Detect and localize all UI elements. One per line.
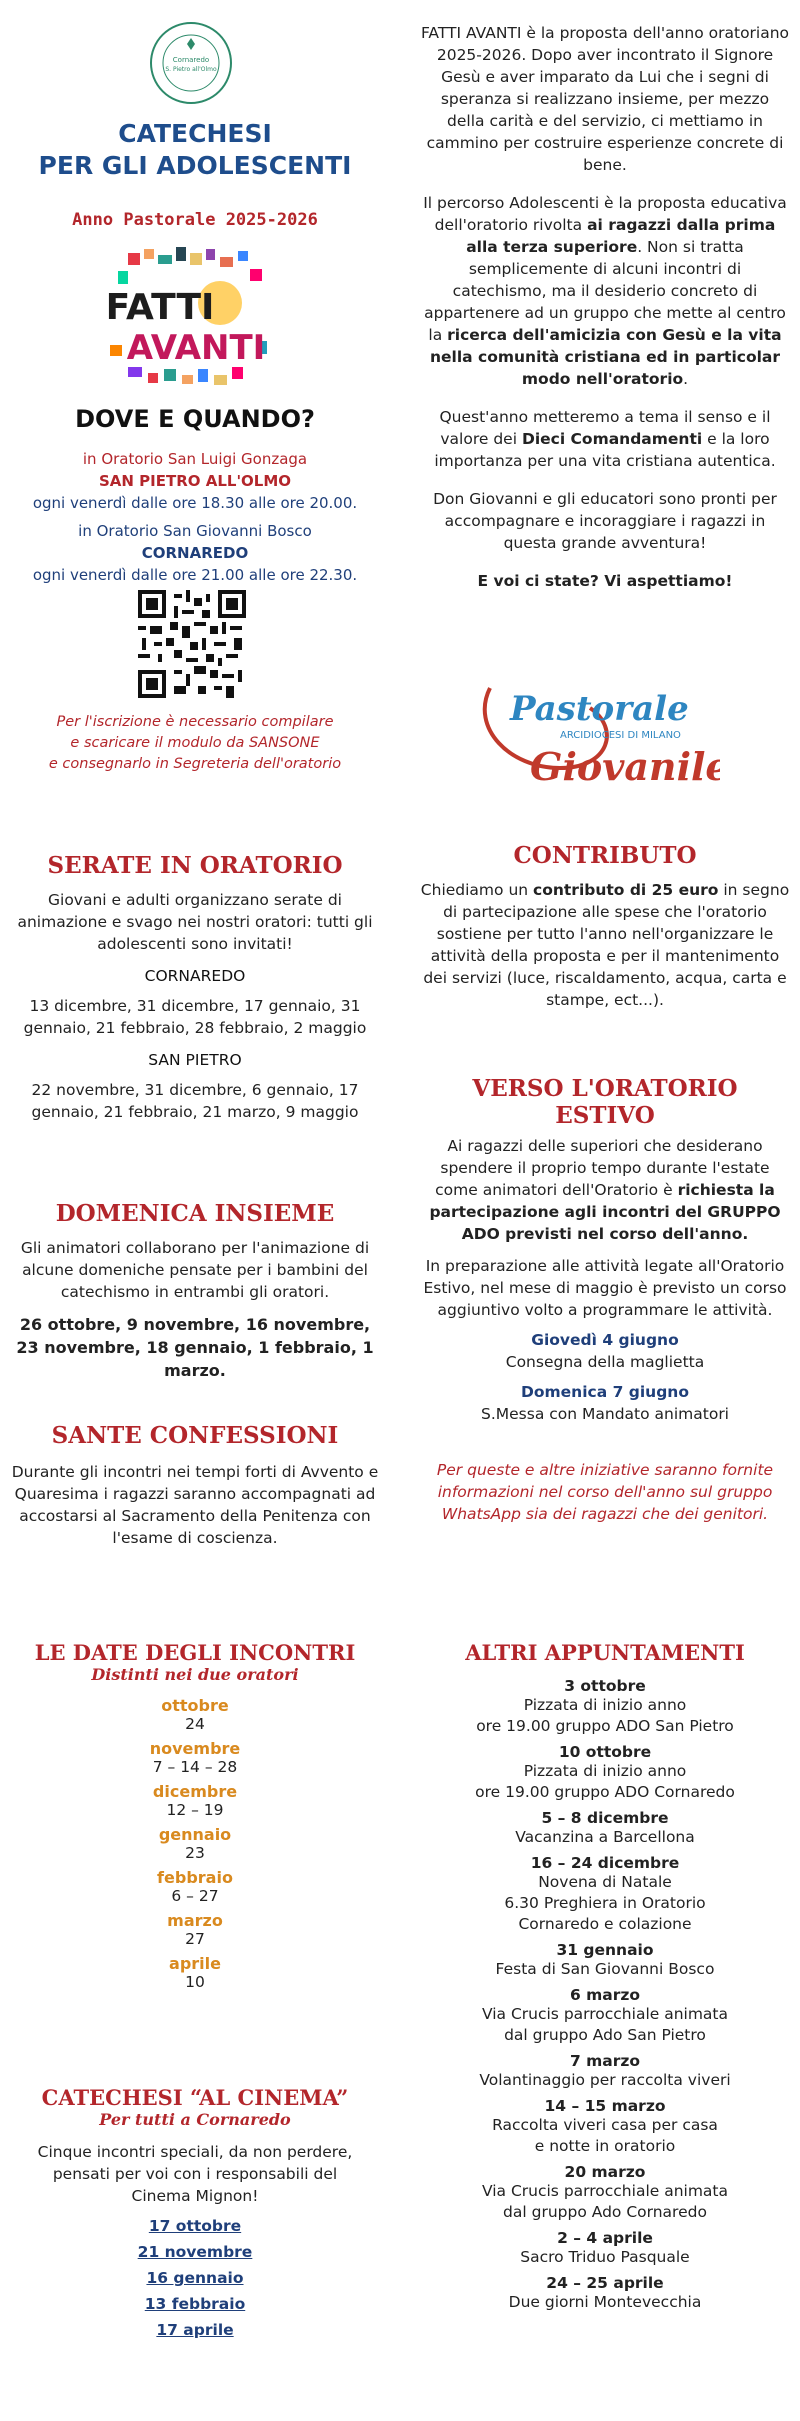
month-days: 12 – 19 [166, 1801, 224, 1819]
appuntamento-desc: Via Crucis parrocchiale animata dal gruppo Ado San Pietro [481, 2005, 729, 2044]
estivo-paragraph-1 [420, 1135, 790, 1245]
title-line-1: CATECHESI [118, 119, 272, 148]
estivo-whatsapp-note: Per queste e altre iniziative saranno fornite informazioni nel corso dell'anno sul gruppo WhatsApp sia dei ragazzi che dei genitori. [436, 1461, 774, 1523]
appuntamento-desc: Festa di San Giovanni Bosco [495, 1960, 715, 1978]
svg-text:Cornaredo: Cornaredo [172, 56, 210, 64]
iscrizione-note [0, 712, 390, 775]
intro-paragraph-2 [420, 192, 790, 390]
month-days: 10 [185, 1973, 205, 1991]
estivo-p1-b: richiesta la partecipazione agli incontri del GRUPPO ADO previsti nel corso dell'anno. [429, 1181, 781, 1243]
cinema-dates-list [10, 2217, 380, 2339]
appuntamento-desc: Volantinaggio per raccolta viveri [479, 2071, 731, 2089]
pastorale-giovanile-logo [470, 668, 720, 798]
serate-dates-cornaredo: 13 dicembre, 31 dicembre, 17 gennaio, 31 gennaio, 21 febbraio, 28 febbraio, 2 maggio [23, 997, 367, 1037]
appuntamento-date: 10 ottobre [558, 1743, 652, 1761]
appuntamento-desc: Pizzata di inizio anno ore 19.00 gruppo ADO San Pietro [476, 1696, 734, 1735]
domenica-dates: 26 ottobre, 9 novembre, 16 novembre, 23 novembre, 18 gennaio, 1 febbraio, 1 marzo. [16, 1315, 374, 1380]
date-incontri-subtitle: Distinti nei due oratori [91, 1665, 299, 1684]
loc1-name: SAN PIETRO ALL'OLMO [98, 472, 292, 490]
pg-logo-word1: Pastorale [510, 689, 689, 729]
contributo-text [420, 879, 790, 1011]
loc2-intro: in Oratorio San Giovanni Bosco [78, 522, 312, 540]
intro-p3-c: e la loro importanza per una vita cristiana autentica. [434, 430, 776, 470]
cinema-date-link[interactable]: 16 gennaio [146, 2269, 244, 2287]
intro-paragraph-1: FATTI AVANTI è la proposta dell'anno oratoriano 2025-2026. Dopo aver incontrato il Signore Gesù e aver imparato da Lui che i segni di speranza si realizzano insieme, per mezzo della carità e del servizio, ci mettiamo in cammino per costruire esperienze concrete di bene. [420, 24, 790, 174]
domenica-text: Gli animatori collaborano per l'animazione di alcune domeniche pensate per i bambini del catechismo in entrambi gli oratori. [20, 1239, 370, 1301]
estivo-section [420, 1075, 790, 1525]
cinema-title: CATECHESI “AL CINEMA” [41, 2085, 349, 2110]
month-name: novembre [149, 1739, 241, 1758]
appuntamento-desc: Via Crucis parrocchiale animata dal gruppo Ado Cornaredo [481, 2182, 729, 2221]
month-name: dicembre [152, 1782, 238, 1801]
domenica-section [10, 1200, 380, 1382]
serate-dates-sanpietro: 22 novembre, 31 dicembre, 6 gennaio, 17 gennaio, 21 febbraio, 21 marzo, 9 maggio [31, 1081, 359, 1121]
month-days: 23 [185, 1844, 205, 1862]
appuntamento-desc: Sacro Triduo Pasquale [520, 2248, 690, 2266]
cinema-text: Cinque incontri speciali, da non perdere, pensati per voi con i responsabili del Cinema Mignon! [37, 2143, 353, 2205]
page-title [0, 118, 390, 182]
appuntamento-date: 24 – 25 aprile [546, 2274, 664, 2292]
loc2-time: ogni venerdì dalle ore 21.00 alle ore 22.30. [32, 566, 358, 584]
iscrizione-line-2: e scaricare il modulo da SANSONE [70, 735, 320, 751]
estivo-date-1: Giovedì 4 giugno [531, 1331, 679, 1349]
intro-p3-b: Dieci Comandamenti [521, 430, 703, 448]
month-name: marzo [167, 1911, 223, 1930]
pg-logo-word2: Giovanile [530, 744, 720, 789]
estivo-title: VERSO L'ORATORIO ESTIVO [472, 1075, 738, 1129]
appuntamenti-list [420, 1677, 790, 2313]
month-name: aprile [169, 1954, 221, 1973]
fatti-avanti-logo [98, 245, 288, 395]
estivo-paragraph-2: In preparazione alle attività legate all'Oratorio Estivo, nel mese di maggio è previsto un corso aggiuntivo volto a programmare le attività. [423, 1257, 787, 1319]
estivo-p1-a: Ai ragazzi delle superiori che desiderano spendere il proprio tempo durante l'estate come animatori dell'Oratorio è [435, 1137, 770, 1199]
appuntamento-desc: Due giorni Montevecchia [508, 2293, 702, 2311]
cinema-subtitle: Per tutti a Cornaredo [99, 2110, 291, 2129]
cinema-section [10, 2085, 380, 2347]
confessioni-text: Durante gli incontri nei tempi forti di Avvento e Quaresima i ragazzi saranno accompagnati ad accostarsi al Sacramento della Penitenza con l'esame di coscienza. [11, 1463, 379, 1547]
appuntamento-date: 20 marzo [564, 2163, 646, 2181]
dove-quando-title: DOVE E QUANDO? [75, 405, 315, 433]
month-name: febbraio [157, 1868, 233, 1887]
contributo-title: CONTRIBUTO [513, 842, 697, 869]
appuntamento-desc: Raccolta viveri casa per casa e notte in oratorio [492, 2116, 718, 2155]
appuntamento-desc: Vacanzina a Barcellona [515, 1828, 695, 1846]
intro-p2-c: . Non si tratta semplicemente di alcuni incontri di catechismo, ma il desiderio concreto di appartenere ad un gruppo che mette al centro la [424, 238, 786, 344]
serate-text: Giovani e adulti organizzano serate di animazione e svago nei nostri oratori: tutti gli adolescenti sono invitati! [17, 891, 373, 953]
estivo-date-1-desc: Consegna della maglietta [505, 1353, 705, 1371]
month-days: 24 [185, 1715, 205, 1733]
cinema-date-link[interactable]: 17 ottobre [148, 2217, 242, 2235]
intro-text [420, 22, 790, 592]
fatti-logo-word2: AVANTI [126, 328, 266, 368]
contributo-section [420, 842, 790, 1011]
intro-paragraph-4: Don Giovanni e gli educatori sono pronti per accompagnare e incoraggiare i ragazzi in questa grande avventura! [433, 490, 777, 552]
appuntamento-date: 16 – 24 dicembre [530, 1854, 680, 1872]
appuntamento-date: 2 – 4 aprile [557, 2229, 653, 2247]
year-label: Anno Pastorale 2025-2026 [72, 210, 318, 230]
registration-qr-code[interactable] [138, 590, 246, 698]
cinema-date-link[interactable]: 21 novembre [137, 2243, 253, 2261]
serate-place-sanpietro: SAN PIETRO [148, 1051, 242, 1069]
cinema-date-link[interactable]: 13 febbraio [144, 2295, 246, 2313]
locations-block [0, 448, 390, 586]
domenica-title: DOMENICA INSIEME [55, 1200, 335, 1227]
appuntamento-date: 31 gennaio [556, 1941, 654, 1959]
intro-p2-d: ricerca dell'amicizia con Gesù e la vita nella comunità cristiana ed in particolar modo nell'oratorio [429, 326, 782, 388]
appuntamento-date: 3 ottobre [564, 1677, 646, 1695]
appuntamenti-title: ALTRI APPUNTAMENTI [465, 1640, 745, 1665]
appuntamento-date: 5 – 8 dicembre [541, 1809, 669, 1827]
cinema-date-link[interactable]: 17 aprile [156, 2321, 234, 2339]
confessioni-title: SANTE CONFESSIONI [51, 1422, 339, 1449]
month-days: 6 – 27 [171, 1887, 219, 1905]
intro-p3-a: Quest'anno metteremo a tema il senso e il valore dei [439, 408, 771, 448]
loc1-time: ogni venerdì dalle ore 18.30 alle ore 20.00. [32, 494, 358, 512]
intro-p2-e: . [683, 370, 689, 388]
month-name: ottobre [161, 1696, 229, 1715]
estivo-date-2-desc: S.Messa con Mandato animatori [481, 1405, 729, 1423]
intro-invitation: E voi ci state? Vi aspettiamo! [477, 572, 733, 590]
appuntamento-date: 14 – 15 marzo [544, 2097, 666, 2115]
date-incontri-title: LE DATE DEGLI INCONTRI [34, 1640, 356, 1665]
estivo-date-2: Domenica 7 giugno [521, 1383, 689, 1401]
loc2-name: CORNAREDO [141, 544, 249, 562]
iscrizione-line-3: e consegnarlo in Segreteria dell'oratorio [48, 756, 342, 772]
intro-paragraph-3 [420, 406, 790, 472]
appuntamento-date: 6 marzo [569, 1986, 641, 2004]
appuntamento-desc: Pizzata di inizio anno ore 19.00 gruppo ADO Cornaredo [475, 1762, 735, 1801]
appuntamento-desc: Novena di Natale 6.30 Preghiera in Oratorio Cornaredo e colazione [504, 1873, 706, 1933]
community-logo [148, 20, 234, 106]
months-list [10, 1696, 380, 1991]
confessioni-section [10, 1422, 380, 1549]
date-incontri-section [10, 1640, 380, 1997]
loc1-intro: in Oratorio San Luigi Gonzaga [82, 450, 308, 468]
iscrizione-line-1: Per l'iscrizione è necessario compilare [56, 714, 334, 730]
serate-title: SERATE IN ORATORIO [47, 852, 343, 879]
fatti-logo-word1: FATTI [105, 287, 215, 328]
appuntamenti-section [420, 1640, 790, 2319]
month-days: 27 [185, 1930, 205, 1948]
month-name: gennaio [158, 1825, 232, 1844]
intro-p2-b: ai ragazzi dalla prima alla terza superiore [466, 216, 776, 256]
month-days: 7 – 14 – 28 [152, 1758, 238, 1776]
contributo-amount: contributo di 25 euro [533, 881, 719, 899]
title-line-2: PER GLI ADOLESCENTI [38, 151, 352, 180]
serate-section [10, 852, 380, 1123]
serate-place-cornaredo: CORNAREDO [144, 967, 246, 985]
pg-logo-diocese: ARCIDIOCESI DI MILANO [560, 730, 681, 741]
intro-p2-a: Il percorso Adolescenti è la proposta educativa dell'oratorio rivolta [423, 194, 787, 234]
appuntamento-date: 7 marzo [569, 2052, 641, 2070]
contributo-text-a: Chiediamo un [420, 881, 534, 899]
svg-text:S. Pietro all'Olmo: S. Pietro all'Olmo [165, 66, 217, 73]
contributo-text-c: in segno di partecipazione alle spese che l'oratorio sostiene per tutto l'anno nell'organizzare le attività della proposta e per il mantenimento dei servizi (luce, riscaldamento, acqua, carta e stampe, ect...). [423, 881, 790, 1009]
